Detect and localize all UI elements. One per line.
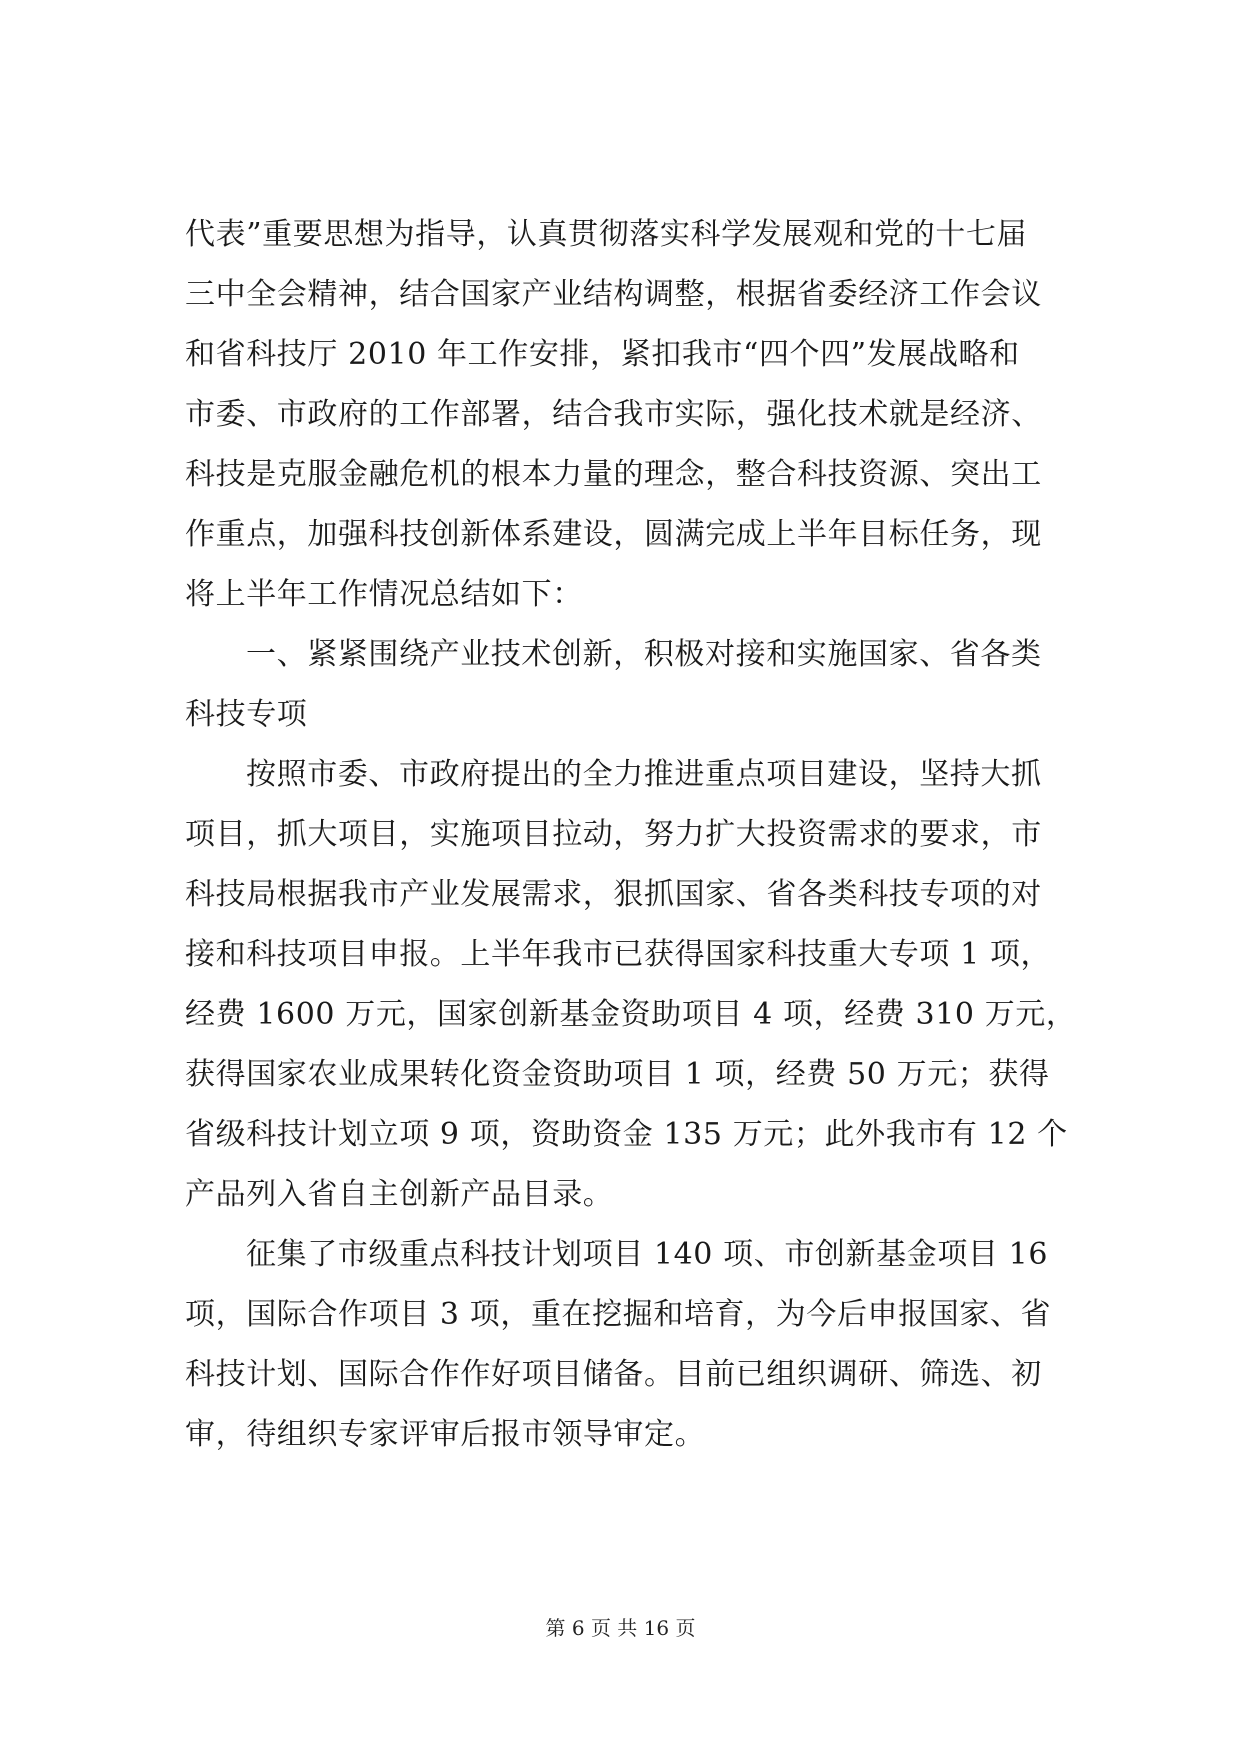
- text-line: 科技局根据我市产业发展需求，狠抓国家、省各类科技专项的对: [185, 877, 1042, 912]
- text-line: 三中全会精神，结合国家产业结构调整，根据省委经济工作会议: [185, 277, 1042, 312]
- text-line: 科技是克服金融危机的根本力量的理念，整合科技资源、突出工: [185, 457, 1042, 492]
- text-line: 市委、市政府的工作部署，结合我市实际，强化技术就是经济、: [185, 397, 1042, 432]
- text-line: 一、紧紧围绕产业技术创新，积极对接和实施国家、省各类: [246, 637, 1042, 672]
- text-line: 作重点，加强科技创新体系建设，圆满完成上半年目标任务，现: [185, 517, 1042, 552]
- text-line: 项目，抓大项目，实施项目拉动，努力扩大投资需求的要求，市: [185, 817, 1042, 852]
- text-line: 产品列入省自主创新产品目录。: [185, 1177, 614, 1212]
- text-line: 获得国家农业成果转化资金资助项目 1 项，经费 50 万元；获得: [185, 1057, 1050, 1092]
- text-line: 征集了市级重点科技计划项目 140 项、市创新基金项目 16: [246, 1237, 1049, 1272]
- text-line: 按照市委、市政府提出的全力推进重点项目建设，坚持大抓: [246, 757, 1042, 792]
- text-line: 经费 1600 万元，国家创新基金资助项目 4 项，经费 310 万元，: [185, 997, 1077, 1032]
- text-line: 审，待组织专家评审后报市领导审定。: [185, 1417, 706, 1452]
- text-line: 代表”重要思想为指导，认真贯彻落实科学发展观和党的十七届: [185, 217, 1028, 252]
- text-line: 科技专项: [185, 697, 308, 732]
- text-line: 将上半年工作情况总结如下：: [185, 577, 583, 612]
- text-line: 省级科技计划立项 9 项，资助资金 135 万元；此外我市有 12 个: [185, 1117, 1068, 1152]
- text-line: 接和科技项目申报。上半年我市已获得国家科技重大专项 1 项，: [185, 937, 1052, 972]
- text-line: 科技计划、国际合作作好项目储备。目前已组织调研、筛选、初: [185, 1357, 1042, 1392]
- page-footer: 第 6 页 共 16 页: [545, 1616, 696, 1640]
- text-line: 和省科技厅 2010 年工作安排，紧扣我市“四个四”发展战略和: [185, 337, 1020, 372]
- text-line: 项，国际合作项目 3 项，重在挖掘和培育，为今后申报国家、省: [185, 1297, 1052, 1332]
- document-body: [185, 205, 1085, 1465]
